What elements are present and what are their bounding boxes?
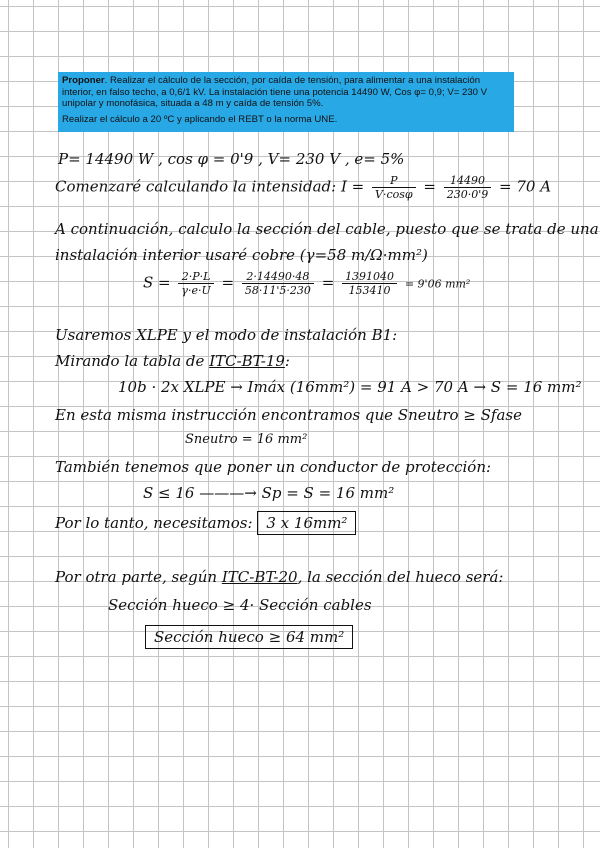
table-line-pre: Mirando la tabla de bbox=[55, 352, 205, 370]
need-line bbox=[55, 514, 356, 532]
fraction-denominator: V·cosφ bbox=[375, 188, 413, 201]
tube-result-box bbox=[145, 628, 353, 646]
intensity-line bbox=[55, 174, 551, 201]
fraction-denominator: 230·0'9 bbox=[446, 188, 489, 201]
tube-rule: Sección hueco ≥ 4· Sección cables bbox=[108, 596, 372, 614]
neutral-value: Sneutro = 16 mm² bbox=[185, 432, 308, 447]
intensity-intro: Comenzaré calculando la intensidad: bbox=[55, 177, 337, 196]
section-product-fraction bbox=[342, 270, 397, 297]
intensity-result: = 70 A bbox=[499, 177, 552, 196]
xlpe-line: Usaremos XLPE y el modo de instalación B1: bbox=[55, 326, 398, 344]
protection-line: También tenemos que poner un conductor de protección: bbox=[55, 458, 492, 476]
fraction-numerator: 2·P·L bbox=[178, 270, 213, 284]
problem-statement bbox=[62, 75, 510, 110]
equals-sign: = bbox=[423, 177, 436, 196]
intensity-lhs: I = bbox=[340, 177, 365, 196]
tube-reference: ITC-BT-20 bbox=[221, 568, 298, 586]
given-data-line: P= 14490 W , cos φ = 0'9 , V= 230 V , e= 5% bbox=[58, 150, 405, 168]
table-line-post: : bbox=[284, 352, 290, 370]
equals-sign: = bbox=[221, 273, 235, 292]
tube-result: Sección hueco ≥ 64 mm² bbox=[145, 625, 353, 649]
table-line bbox=[55, 352, 290, 370]
need-result: 3 x 16mm² bbox=[257, 511, 356, 535]
table-reference: ITC-BT-19 bbox=[209, 352, 285, 370]
tube-line bbox=[55, 568, 503, 586]
problem-text: . Realizar el cálculo de la sección, por caída de tensión, para alimentar a una instalación interior, en falso techo, a 0,6/1 kV. La instalación tiene una potencia 14490 W, Cos φ= 0,9; V= 230 V unipolar y monofásica, situada a 48 m y caída de tensión 5%. bbox=[62, 75, 488, 109]
fraction-denominator: 58·11'5·230 bbox=[244, 284, 311, 297]
protection-calculation: S ≤ 16 ———→ Sp = S = 16 mm² bbox=[143, 484, 395, 502]
table-calculation: 10b · 2x XLPE → Imáx (16mm²) = 91 A > 70 A → S = 16 mm² bbox=[118, 378, 582, 396]
problem-statement-box bbox=[58, 72, 514, 132]
fraction-denominator: γ·e·U bbox=[181, 284, 211, 297]
section-result: = 9'06 mm² bbox=[404, 277, 471, 291]
tube-line-post: , la sección del hueco será: bbox=[297, 568, 504, 586]
intensity-values-fraction bbox=[444, 174, 492, 201]
need-label: Por lo tanto, necesitamos: bbox=[55, 514, 253, 532]
fraction-numerator: 14490 bbox=[444, 174, 492, 188]
section-formula-fraction bbox=[178, 270, 213, 297]
fraction-denominator: 153410 bbox=[348, 284, 391, 297]
section-lhs: S = bbox=[143, 273, 171, 292]
tube-line-pre: Por otra parte, según bbox=[55, 568, 218, 586]
section-values-fraction bbox=[242, 270, 314, 297]
fraction-numerator: 2·14490·48 bbox=[242, 270, 314, 284]
problem-instruction: Realizar el cálculo a 20 ºC y aplicando el REBT o la norma UNE. bbox=[62, 113, 338, 125]
intensity-formula-fraction bbox=[372, 174, 416, 201]
section-formula-line bbox=[143, 270, 470, 297]
fraction-numerator: 1391040 bbox=[342, 270, 397, 284]
fraction-numerator: P bbox=[372, 174, 416, 188]
problem-lead: Proponer bbox=[62, 75, 105, 86]
section-intro-line1: A continuación, calculo la sección del cable, puesto que se trata de una bbox=[55, 220, 599, 238]
section-intro-line2: instalación interior usaré cobre (γ=58 m/Ω·mm²) bbox=[55, 246, 428, 264]
neutral-line: En esta misma instrucción encontramos que Sneutro ≥ Sfase bbox=[55, 406, 522, 424]
equals-sign: = bbox=[321, 273, 335, 292]
